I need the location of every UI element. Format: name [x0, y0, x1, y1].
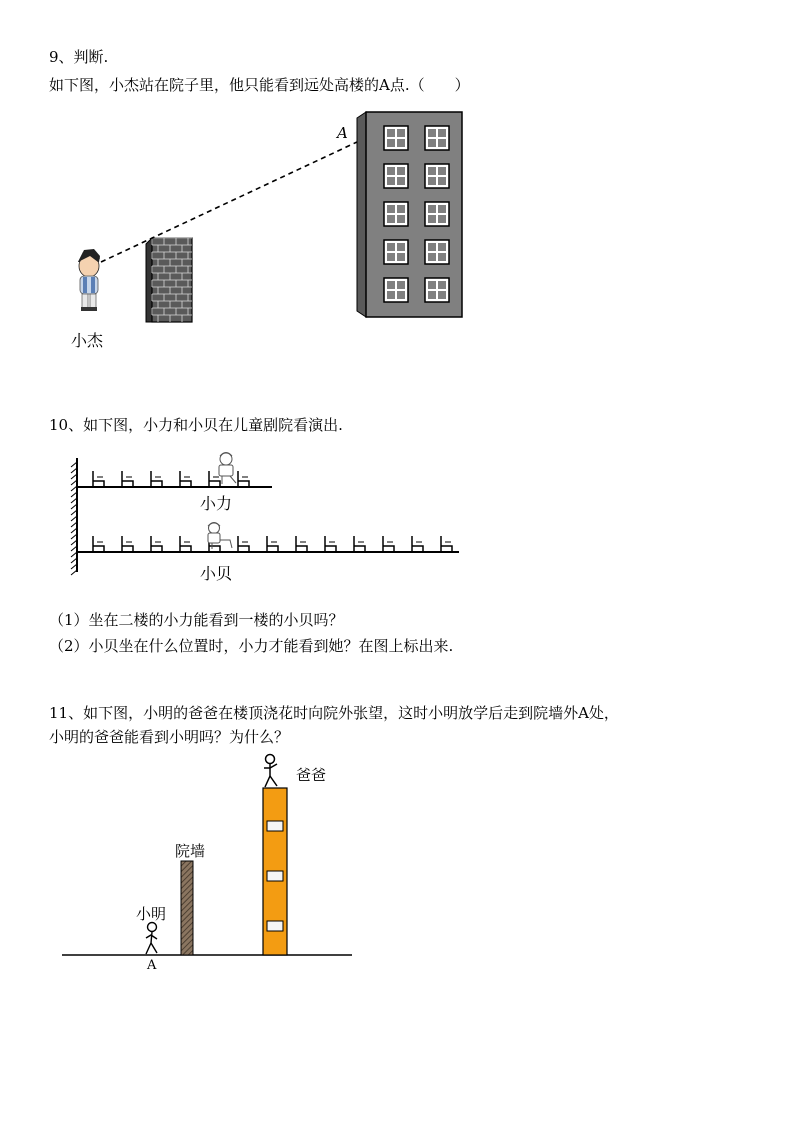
- boy-label: 小杰: [71, 331, 104, 350]
- wall-label: 院墙: [175, 842, 206, 860]
- yard-wall: [181, 861, 193, 955]
- building-window: [267, 921, 283, 931]
- point-a-label: A: [337, 124, 348, 142]
- q11-line1: 11、如下图，小明的爸爸在楼顶浇花时向院外张望，这时小明放学后走到院墙外A处，: [49, 704, 619, 722]
- xiaobei-label: 小贝: [200, 564, 233, 583]
- q9-question-text: 如下图，小杰站在院子里，他只能看到远处高楼的A点.（ ）: [49, 76, 470, 94]
- q10-title: 10、如下图，小力和小贝在儿童剧院看演出.: [49, 416, 343, 434]
- building-window: [267, 871, 283, 881]
- xiaoming-figure: [146, 923, 157, 955]
- q10-sub1: （1）坐在二楼的小力能看到一楼的小贝吗？: [49, 611, 344, 629]
- xiaoli-label: 小力: [200, 494, 233, 513]
- q10-sub2: （2）小贝坐在什么位置时，小力才能看到她？在图上标出来.: [49, 637, 454, 655]
- dad-label: 爸爸: [296, 766, 327, 784]
- xiaoming-label: 小明: [136, 905, 167, 923]
- dad-figure: [264, 755, 277, 788]
- point-a-label: A: [147, 958, 157, 973]
- q11-line2: 小明的爸爸能看到小明吗？为什么？: [49, 728, 290, 746]
- q9-title: 9、判断.: [49, 48, 109, 66]
- building-window: [267, 821, 283, 831]
